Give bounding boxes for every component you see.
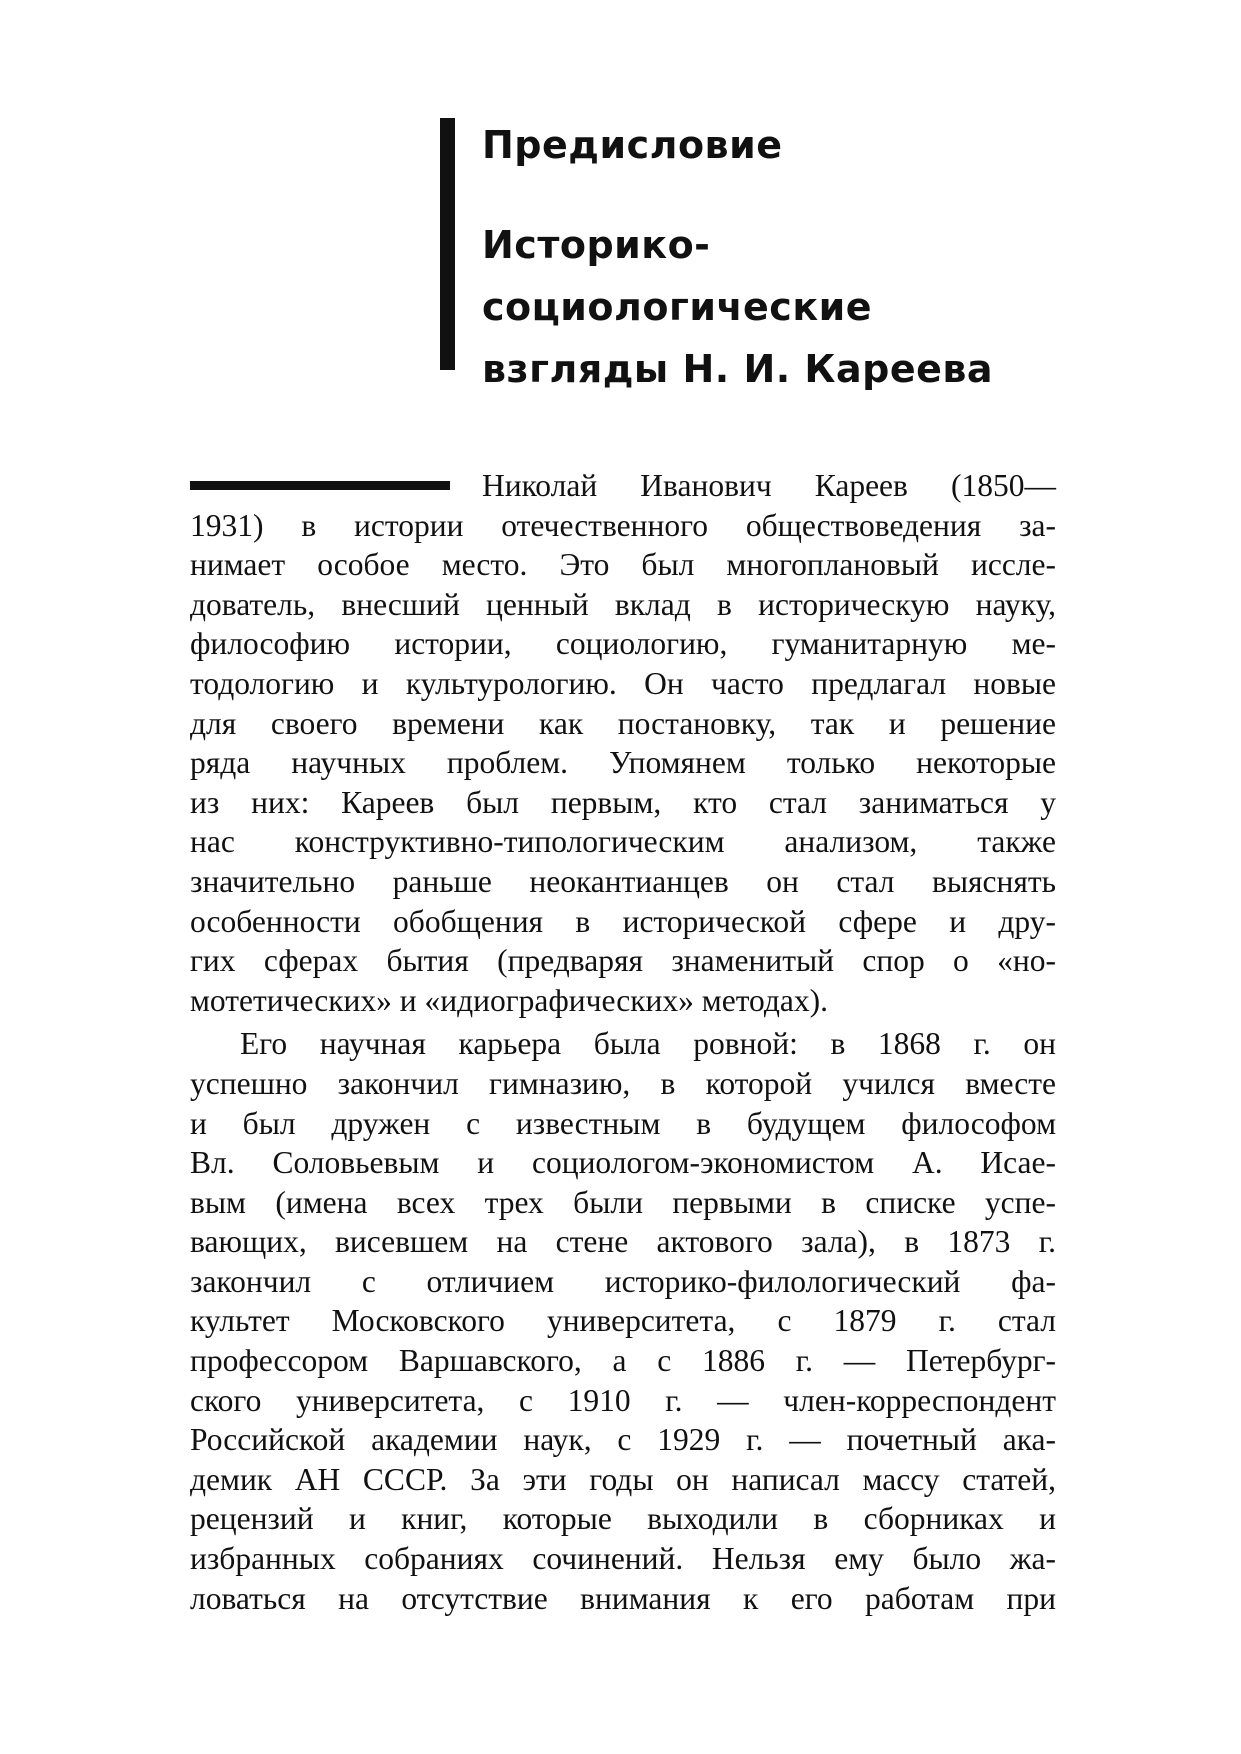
text-line: особенности обобщения в исторической сфере и дру- — [190, 903, 1056, 939]
text-line: из них: Кареев был первым, кто стал заниматься у — [190, 784, 1056, 820]
text-line: успешно закончил гимназию, в которой учился вместе — [190, 1065, 1056, 1101]
text-line: закончил с отличием историко-филологический фа- — [190, 1263, 1056, 1299]
header-vertical-rule — [440, 118, 455, 370]
text-line: Его научная карьера была ровной: в 1868 г. он — [240, 1026, 1056, 1062]
paragraph-1 — [190, 466, 1056, 1020]
paragraph-2 — [190, 1024, 1056, 1618]
chapter-title-line: социологические — [482, 285, 873, 329]
chapter-title-line: взгляды Н. И. Кареева — [482, 347, 994, 391]
text-line: дователь, внесший ценный вклад в историческую науку, — [190, 586, 1056, 622]
text-line: для своего времени как постановку, так и решение — [190, 705, 1056, 741]
text-line: Российской академии наук, с 1929 г. — почетный ака- — [190, 1422, 1056, 1458]
text-line: философию истории, социологию, гуманитарную ме- — [190, 626, 1056, 662]
text-line: нас конструктивно-типологическим анализом, также — [190, 824, 1056, 860]
chapter-title — [482, 214, 993, 400]
text-line: рецензий и книг, которые выходили в сборниках и — [190, 1501, 1056, 1537]
text-line: нимает особое место. Это был многоплановый иссле- — [190, 547, 1056, 583]
text-line: Николай Иванович Кареев (1850— — [482, 468, 1056, 503]
text-line: тодологию и культурологию. Он часто предлагал новые — [190, 665, 1056, 701]
text-line: мотетических» и «идиографических» методах). — [190, 982, 829, 1018]
chapter-title-line: Историко- — [482, 223, 711, 267]
text-line: вым (имена всех трех были первыми в списке успе- — [190, 1184, 1056, 1220]
text-line: культет Московского университета, с 1879 г. стал — [190, 1303, 1056, 1339]
text-line: и был дружен с известным в будущем философом — [190, 1105, 1056, 1141]
text-line: ского университета, с 1910 г. — член-корреспондент — [190, 1382, 1056, 1418]
text-line: Вл. Соловьевым и социологом-экономистом А. Исае- — [190, 1145, 1056, 1181]
text-line: демик АН СССР. За эти годы он написал массу статей, — [190, 1461, 1056, 1497]
text-line: вающих, висевшем на стене актового зала), в 1873 г. — [190, 1224, 1056, 1260]
text-line: ряда научных проблем. Упомянем только некоторые — [190, 745, 1056, 781]
text-line: ловаться на отсутствие внимания к его работам при — [190, 1580, 1056, 1616]
text-line: профессором Варшавского, а с 1886 г. — Петербург- — [190, 1343, 1056, 1379]
text-line: гих сферах бытия (предваряя знаменитый спор о «но- — [190, 943, 1056, 979]
text-line: избранных собраниях сочинений. Нельзя ему было жа- — [190, 1541, 1056, 1577]
section-label: Предисловие — [482, 123, 783, 167]
paragraph-lead-rule — [190, 481, 450, 490]
text-line: значительно раньше неокантианцев он стал выяснять — [190, 863, 1056, 899]
chapter-header — [440, 118, 1060, 391]
text-line: 1931) в истории отечественного обществоведения за- — [190, 507, 1056, 543]
body-text — [190, 466, 1056, 1618]
